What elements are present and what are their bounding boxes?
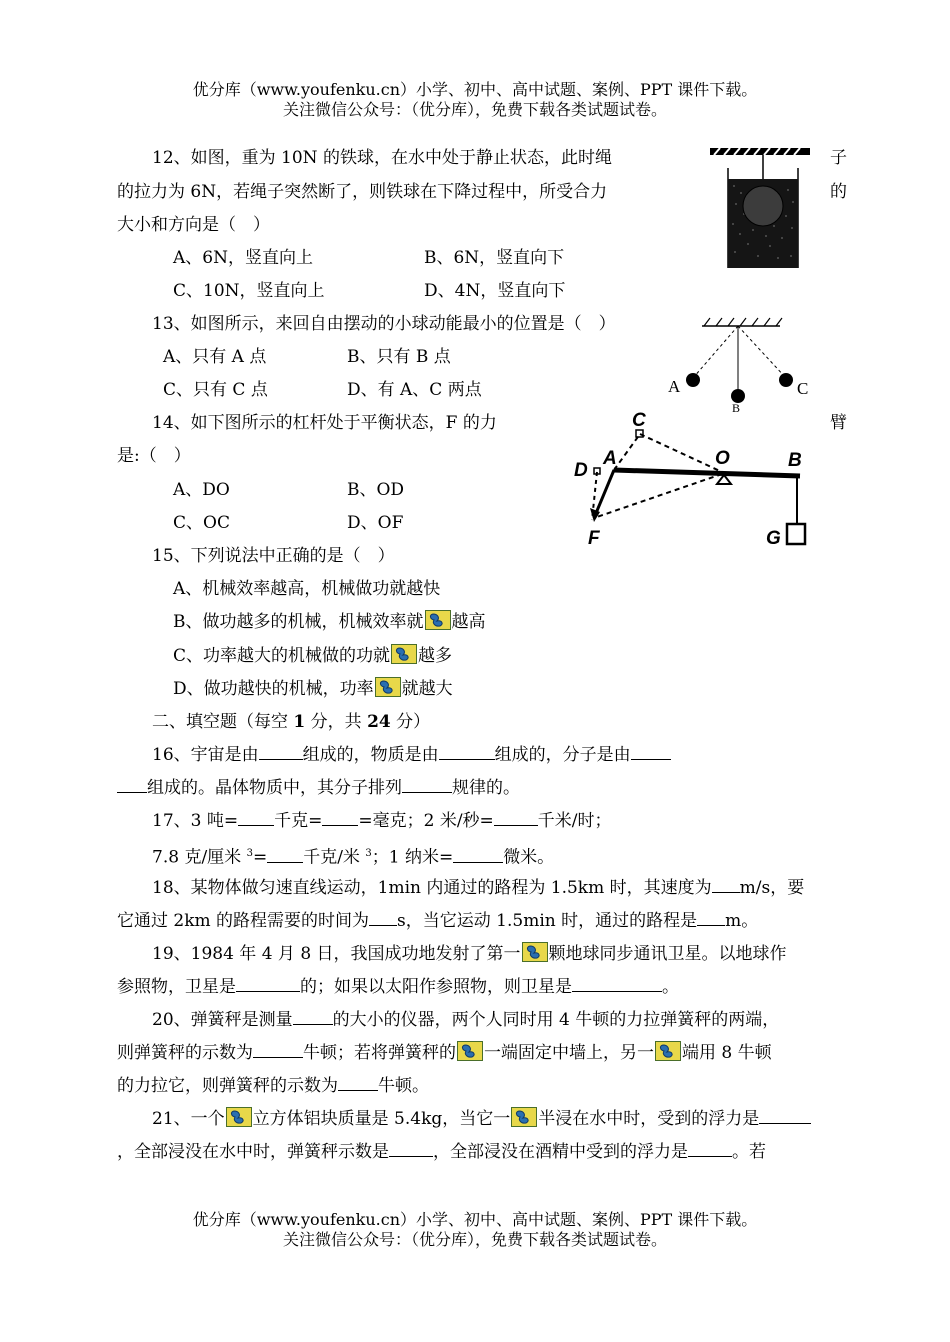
q12-line-2-tail: 的 <box>830 182 847 202</box>
q16-blank-1[interactable] <box>259 743 303 760</box>
q19-line-2: 参照物，卫星是 的；如果以太阳作参照物，则卫星是 。 <box>117 977 679 997</box>
q18-blank-2[interactable] <box>369 909 397 926</box>
q16-blank-3-cont[interactable] <box>117 776 147 793</box>
q15-option-c <box>173 644 452 668</box>
q15-d-part-2: 就越大 <box>401 679 453 699</box>
lever-label-b: B <box>788 450 802 471</box>
footer-line-1: 优分库（www.youfenku.cn）小学、初中、高中试题、案例、PPT 课件下载。 <box>192 1210 758 1229</box>
q21-blank-2[interactable] <box>389 1140 433 1157</box>
q14-line-1: 14、如下图所示的杠杆处于平衡状态，F 的力 <box>152 413 497 433</box>
q12-line-1: 12、如图，重为 10N 的铁球，在水中处于静止状态，此时绳 <box>152 148 612 168</box>
lever-figure <box>570 404 820 552</box>
q15-option-a: A、机械效率越高，机械做功就越快 <box>173 579 441 599</box>
q14-line-2: 是:（ ） <box>117 446 191 466</box>
q12-line-1-tail: 子 <box>830 148 847 168</box>
q20-line-2: 则弹簧秤的示数为 牛顿；若将弹簧秤的 一端固定中墙上，另一 端用 8 牛顿 <box>117 1043 772 1063</box>
lever-label-d: D <box>574 460 588 481</box>
iron-ball-in-water-figure <box>708 146 814 272</box>
q12-option-b: B、6N，竖直向下 <box>424 248 565 268</box>
footer-line-2: 关注微信公众号：（优分库），免费下载各类试题试卷。 <box>282 1230 667 1249</box>
q18-line-2: 它通过 2km 的路程需要的时间为 s，当它运动 1.5min 时，通过的路程是 m。 <box>117 911 759 931</box>
embedded-object-icon <box>522 942 548 962</box>
q14-option-c: C、OC <box>173 513 230 533</box>
q19-blank-1[interactable] <box>236 975 300 992</box>
q21-blank-1[interactable] <box>759 1107 811 1124</box>
q16-blank-4[interactable] <box>402 776 452 793</box>
q20-blank-3[interactable] <box>338 1074 378 1091</box>
q15-c-part-1: C、功率越大的机械做的功就 <box>173 646 391 666</box>
q20-line-3: 的力拉它，则弹簧秤的示数为 牛顿。 <box>117 1076 429 1096</box>
q17-blank-1[interactable] <box>238 809 274 826</box>
q18-line-1: 18、某物体做匀速直线运动，1min 内通过的路程为 1.5km 时，其速度为 m/s，要 <box>152 878 805 898</box>
embedded-object-icon <box>655 1041 681 1061</box>
q21-line-2: ，全部浸没在水中时，弹簧秤示数是 ，全部浸没在酒精中受到的浮力是 。若 <box>117 1142 766 1162</box>
q19-blank-2[interactable] <box>572 975 662 992</box>
pendulum-figure <box>664 312 824 412</box>
q15-stem: 15、下列说法中正确的是（ ） <box>152 546 395 566</box>
q19-line-1: 19、1984 年 4 月 8 日，我国成功地发射了第一 颗地球同步通讯卫星。以地球作 <box>152 944 787 964</box>
q17-blank-2[interactable] <box>322 809 358 826</box>
embedded-object-icon <box>457 1041 483 1061</box>
q15-b-part-2: 越高 <box>451 612 486 632</box>
q20-blank-1[interactable] <box>293 1008 333 1025</box>
lever-label-o: O <box>715 448 730 469</box>
q14-option-d: D、OF <box>347 513 404 533</box>
q12-option-d: D、4N，竖直向下 <box>424 281 566 301</box>
q14-line-1-tail: 臂 <box>830 413 847 433</box>
q15-b-part-1: B、做功越多的机械，机械效率就 <box>173 612 424 632</box>
q12-option-c: C、10N，竖直向上 <box>173 281 325 301</box>
q15-d-part-1: D、做功越快的机械，功率 <box>173 679 374 699</box>
q13-option-b: B、只有 B 点 <box>347 347 451 367</box>
q15-c-part-2: 越多 <box>418 646 453 666</box>
embedded-object-icon <box>425 610 451 630</box>
q13-option-c: C、只有 C 点 <box>163 380 268 400</box>
q16-line-1: 16、宇宙是由 组成的，物质是由 组成的，分子是由 <box>152 743 671 767</box>
q12-option-a: A、6N，竖直向上 <box>173 248 313 268</box>
q16-blank-3[interactable] <box>631 743 671 760</box>
q13-option-d: D、有 A、C 两点 <box>347 380 482 400</box>
q14-option-a: A、DO <box>173 480 230 500</box>
embedded-object-icon <box>391 644 417 664</box>
q17-blank-5[interactable] <box>453 846 503 863</box>
pendulum-label-b: B <box>732 401 741 412</box>
header-line-2: 关注微信公众号：（优分库），免费下载各类试题试卷。 <box>282 100 667 119</box>
q21-blank-3[interactable] <box>688 1140 732 1157</box>
q12-line-2: 的拉力为 6N，若绳子突然断了，则铁球在下降过程中，所受合力 <box>117 182 608 202</box>
embedded-object-icon <box>226 1107 252 1127</box>
q16-blank-2[interactable] <box>439 743 495 760</box>
q15-option-b <box>173 610 486 634</box>
q17-blank-4[interactable] <box>267 846 303 863</box>
q17-line-2: 7.8 克/厘米 $^3$= 千克/米 $^3$；1 纳米= 微米。 <box>152 847 555 868</box>
pendulum-label-c: C <box>797 379 809 398</box>
lever-label-a: A <box>603 448 617 469</box>
lever-label-c: C <box>632 410 646 431</box>
q17-blank-3[interactable] <box>494 809 538 826</box>
q20-blank-2[interactable] <box>253 1041 303 1058</box>
q20-line-1: 20、弹簧秤是测量 的大小的仪器，两个人同时用 4 牛顿的力拉弹簧秤的两端， <box>152 1010 780 1030</box>
q13-option-a: A、只有 A 点 <box>163 347 267 367</box>
lever-label-g: G <box>766 528 781 549</box>
pendulum-label-a: A <box>668 377 681 396</box>
q16-line-2: 组成的。晶体物质中，其分子排列 规律的。 <box>117 776 520 800</box>
q12-line-3: 大小和方向是（ ） <box>117 215 270 235</box>
q15-option-d <box>173 677 453 701</box>
q13-stem: 13、如图所示，来回自由摆动的小球动能最小的位置是（ ） <box>152 314 616 334</box>
q18-blank-3[interactable] <box>697 909 725 926</box>
q21-line-1: 21、一个 立方体铝块质量是 5.4kg，当它一 半浸在水中时，受到的浮力是 <box>152 1107 811 1131</box>
embedded-object-icon <box>375 677 401 697</box>
lever-label-f: F <box>588 528 600 549</box>
q18-blank-1[interactable] <box>712 876 740 893</box>
q17-line-1: 17、3 吨= 千克= =毫克；2 米/秒= 千米/时； <box>152 811 612 831</box>
header-line-1: 优分库（www.youfenku.cn）小学、初中、高中试题、案例、PPT 课件下载。 <box>192 80 758 99</box>
section-2-heading: 二、填空题（每空 1 分，共 24 分） <box>152 712 431 732</box>
embedded-object-icon <box>511 1107 537 1127</box>
q14-option-b: B、OD <box>347 480 405 500</box>
